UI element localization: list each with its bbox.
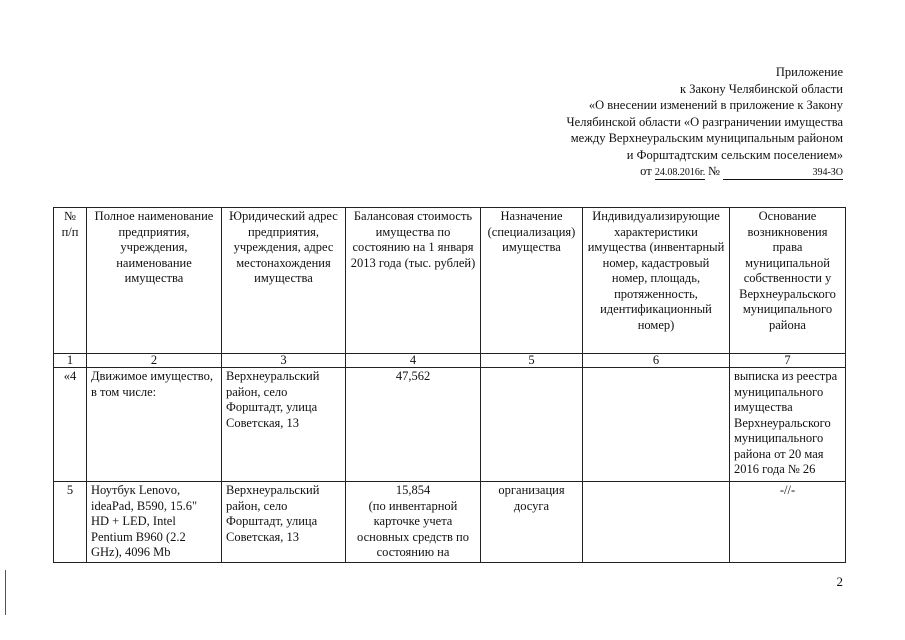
row-address: Верхнеуральский район, село Форштадт, улица Советская, 13 bbox=[222, 482, 346, 563]
row-name: Ноутбук Lenovo, ideaPad, B590, 15.6" HD + LED, Intel Pentium B960 (2.2 GHz), 4096 Mb bbox=[87, 482, 222, 563]
law-number: 394-ЗО bbox=[723, 167, 843, 180]
document-header bbox=[567, 64, 843, 180]
table-row bbox=[54, 368, 846, 482]
row-name: Движимое имущество, в том числе: bbox=[87, 368, 222, 482]
col-header-characteristics: Индивидуализирующие характеристики имущества (инвентарный номер, кадастровый номер, площадь, протяженность, идентификационный номер) bbox=[583, 208, 730, 354]
property-table bbox=[53, 207, 846, 563]
header-line: Приложение bbox=[775, 65, 843, 79]
row-characteristics bbox=[583, 482, 730, 563]
column-number: 4 bbox=[346, 354, 481, 368]
column-number: 3 bbox=[222, 354, 346, 368]
law-date-number bbox=[567, 163, 843, 180]
table-header-row bbox=[54, 208, 846, 354]
header-line: между Верхнеуральским муниципальным районом bbox=[570, 131, 843, 145]
column-number: 2 bbox=[87, 354, 222, 368]
margin-mark bbox=[5, 570, 6, 615]
col-header-basis: Основание возникновения права муниципальной собственности у Верхнеуральского муниципального района bbox=[730, 208, 846, 354]
row-no: 5 bbox=[54, 482, 87, 563]
page-number: 2 bbox=[836, 574, 843, 589]
row-no: «4 bbox=[54, 368, 87, 482]
header-line: к Закону Челябинской области bbox=[680, 81, 843, 96]
row-value-cell bbox=[346, 482, 481, 563]
col-header-purpose: Назначение (специализация) имущества bbox=[481, 208, 583, 354]
col-header-no: № п/п bbox=[54, 208, 87, 354]
no-label: № bbox=[707, 164, 720, 178]
row-purpose bbox=[481, 368, 583, 482]
col-header-value: Балансовая стоимость имущества по состоянию на 1 января 2013 года (тыс. рублей) bbox=[346, 208, 481, 354]
header-line: «О внесении изменений в приложение к Закону bbox=[588, 98, 843, 112]
row-value: 15,854 bbox=[395, 483, 431, 497]
column-number-row bbox=[54, 354, 846, 368]
row-value-note: (по инвентарной карточке учета основных средств по состоянию на bbox=[357, 498, 469, 559]
ot-label: от bbox=[640, 164, 652, 178]
row-basis: -//- bbox=[730, 482, 846, 563]
row-value: 47,562 bbox=[346, 368, 481, 482]
law-date: 24.08.2016г. bbox=[654, 167, 706, 178]
table-row bbox=[54, 482, 846, 563]
column-number: 6 bbox=[583, 354, 730, 368]
row-basis: выписка из реестра муниципального имущества Верхнеуральского муниципального района от 20 мая 2016 года № 26 bbox=[730, 368, 846, 482]
row-characteristics bbox=[583, 368, 730, 482]
row-purpose: организация досуга bbox=[481, 482, 583, 563]
col-header-address: Юридический адрес предприятия, учреждения, адрес местонахождения имущества bbox=[222, 208, 346, 354]
column-number: 5 bbox=[481, 354, 583, 368]
header-line: Челябинской области «О разграничении имущества bbox=[566, 114, 843, 129]
header-line: и Форштадтским сельским поселением» bbox=[626, 147, 843, 162]
column-number: 1 bbox=[54, 354, 87, 368]
column-number: 7 bbox=[730, 354, 846, 368]
row-address: Верхнеуральский район, село Форштадт, улица Советская, 13 bbox=[222, 368, 346, 482]
col-header-name: Полное наименование предприятия, учреждения, наименование имущества bbox=[87, 208, 222, 354]
